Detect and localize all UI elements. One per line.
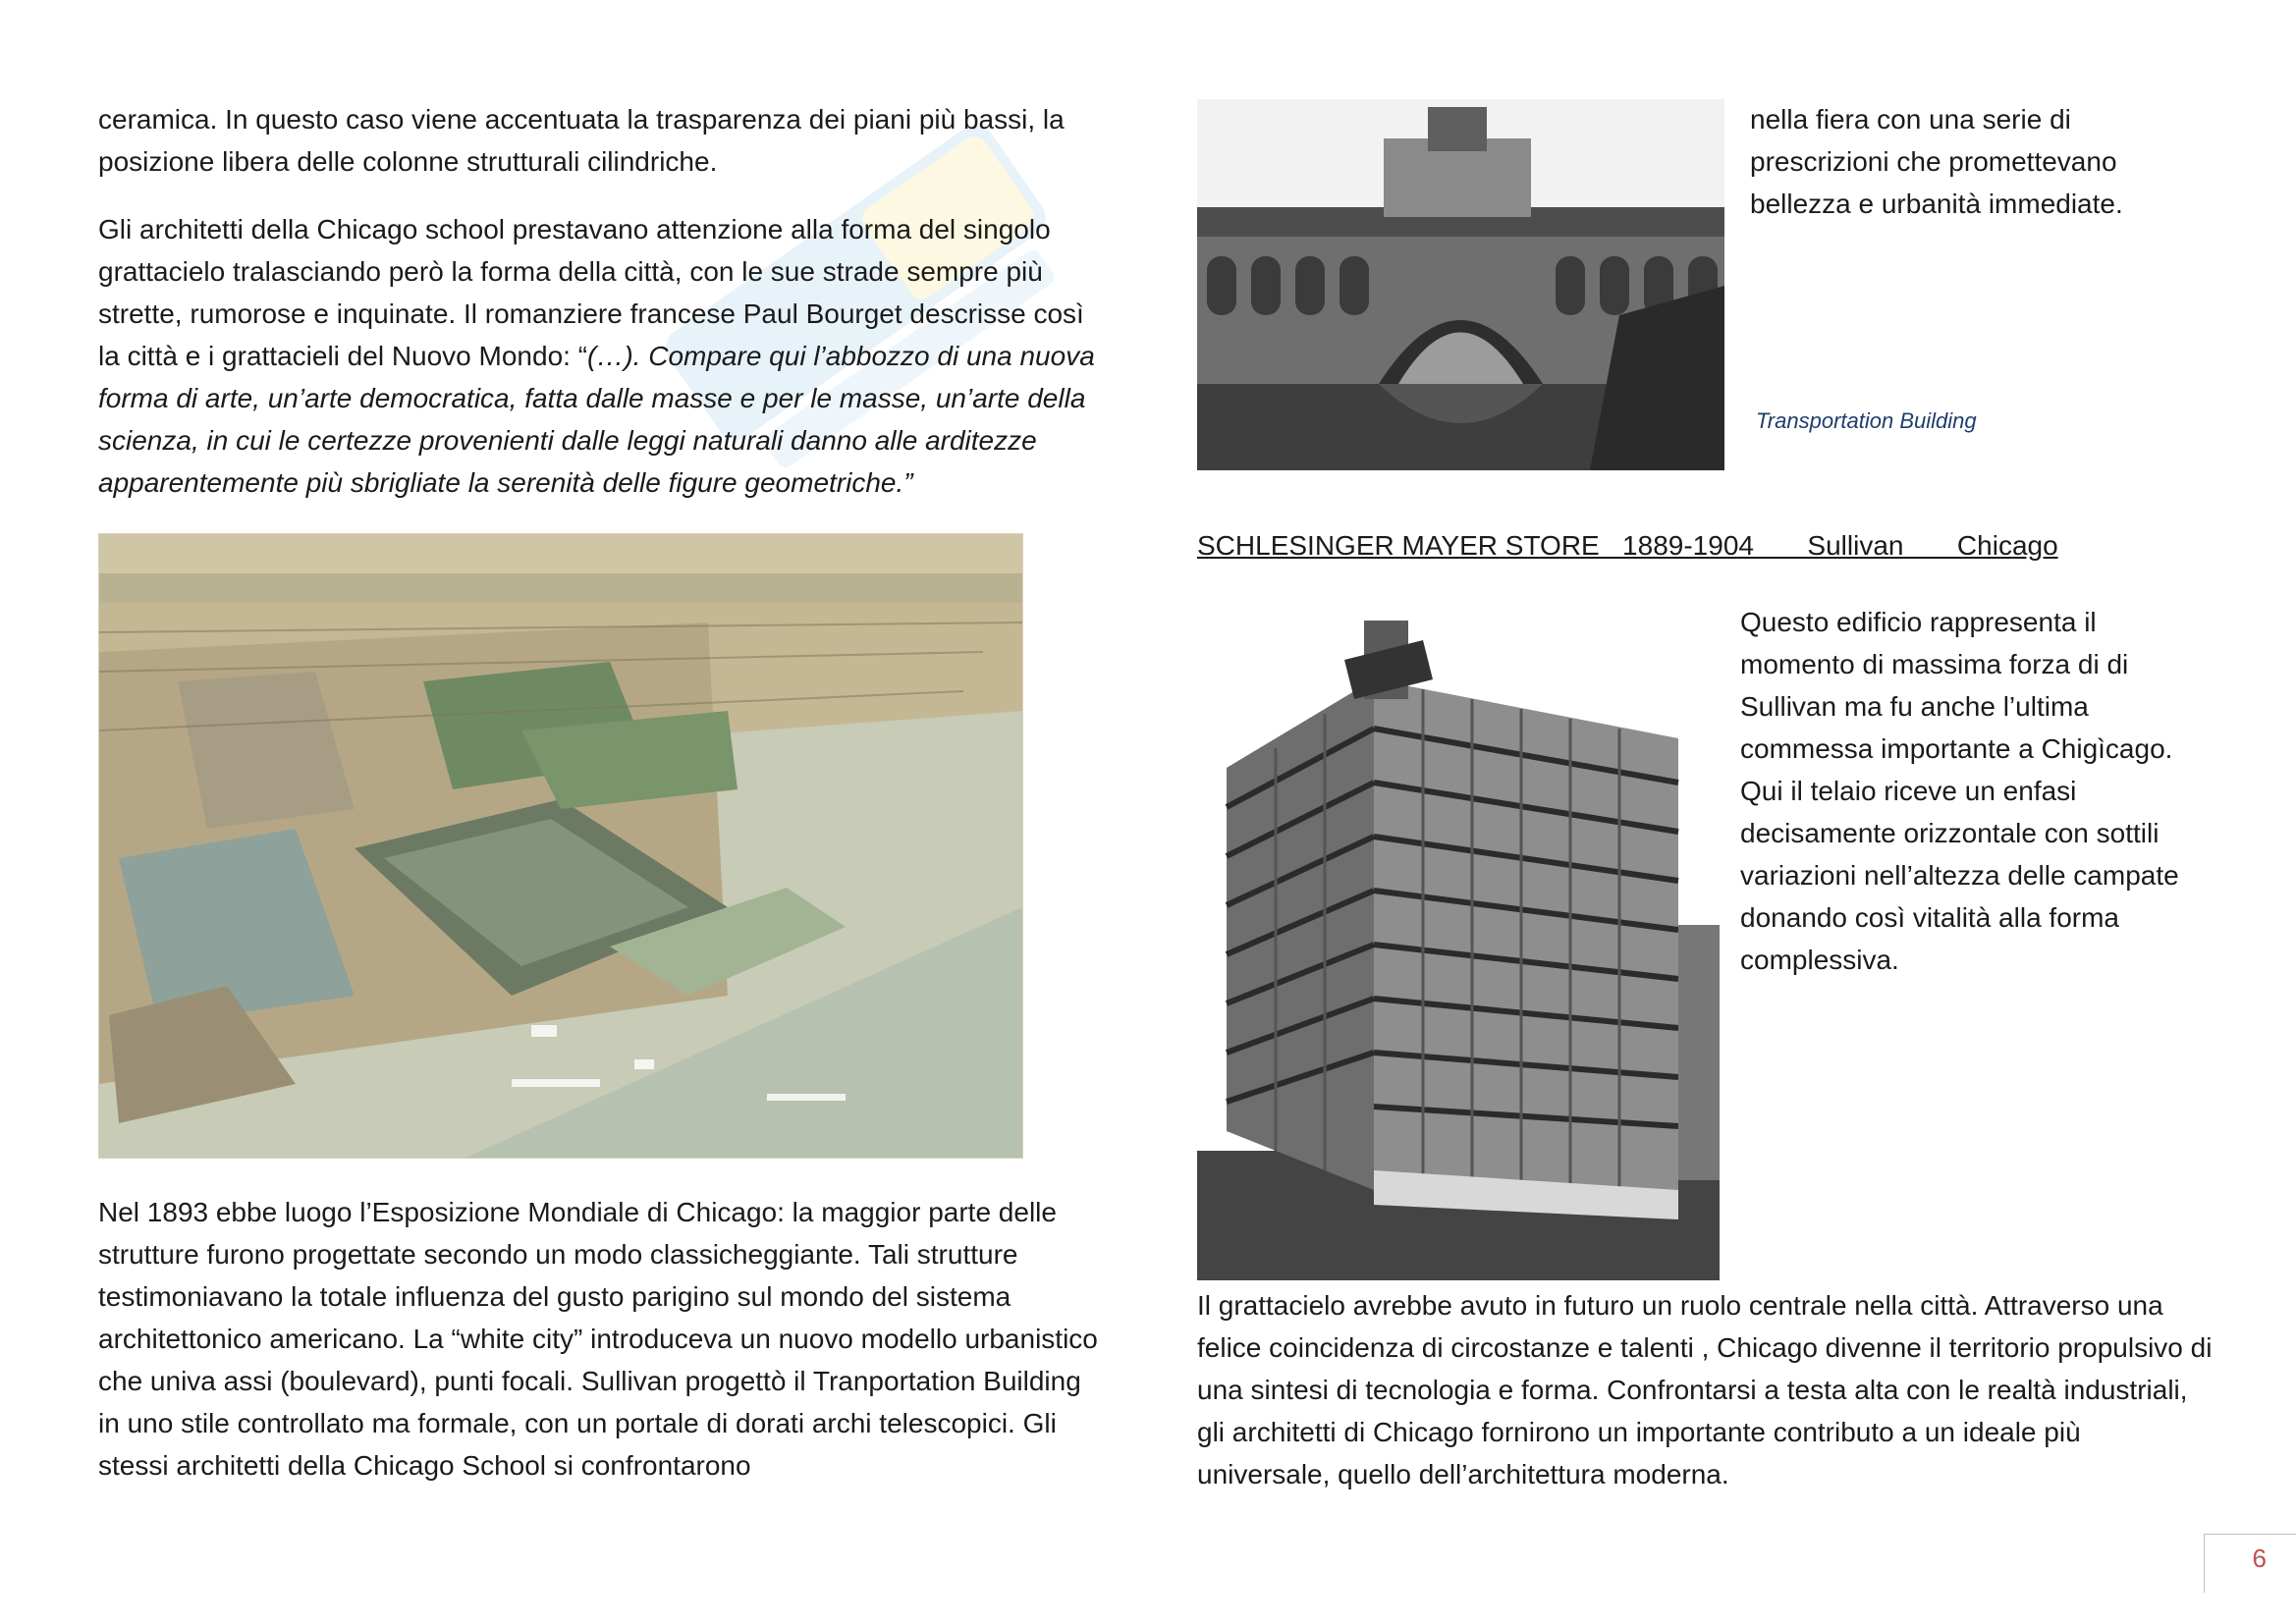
schlesinger-mayer-store-image — [1197, 601, 1720, 1280]
page-number-rule-top — [2204, 1534, 2296, 1535]
paragraph-esposizione: Nel 1893 ebbe luogo l’Esposizione Mondiale di Chicago: la maggior parte delle strutture furono progettate secondo un modo classicheggiante. Tali strutture testimoniavano la totale influenza del gusto parigino sul mondo del sistema architettonico americano. La “white city” introduceva un nuovo modello urbanistico che univa assi (boulevard), punti focali. Sullivan progettò il Tranportation Building in uno stile controllato ma formale, con un portale di dorati archi telescopici. Gli stessi architetti della Chicago School si confrontarono — [98, 1197, 1098, 1481]
paragraph-grattacielo: Il grattacielo avrebbe avuto in futuro un ruolo centrale nella città. Attraverso una felice coincidenza di circostanze e talenti , Chicago divenne il territorio propulsivo di una sintesi di tecnologia e forma. Confrontarsi a testa alta con le realtà industriali, gli architetti di Chicago fornirono un importante contributo a un ideale più universale, quello dell’architettura moderna. — [1197, 1290, 2213, 1489]
exposition-aerial-image — [98, 533, 1023, 1159]
caption-transportation-building: Transportation Building — [1756, 408, 1977, 433]
page-number-rule — [2204, 1534, 2205, 1593]
transportation-building-image — [1197, 99, 1724, 470]
paragraph-chicago-school — [98, 208, 1110, 504]
bourget-quote: (…). Compare qui l’abbozzo di una nuova forma di arte, un’arte democratica, fatta dalle masse e per le masse, un’arte della scienza, in cui le certezze provenienti dalle leggi naturali danno alle arditezze apparentemente più sbrigliate la serenità delle figure geometriche.” — [98, 341, 1095, 498]
paragraph-fiera: nella fiera con una serie di prescrizioni che promettevano bellezza e urbanità immediate. — [1750, 104, 2123, 219]
page-number: 6 — [2252, 1543, 2267, 1573]
paragraph-chicago-school-text: Gli architetti della Chicago school prestavano attenzione alla forma del singolo grattacielo tralasciando però la forma della città, con le sue strade sempre più strette, rumorose e inquinate. Il romanziere francese Paul Bourget descrisse così la città e i grattacieli del Nuovo Mondo: “ — [98, 214, 1084, 371]
paragraph-ceramica: ceramica. In questo caso viene accentuata la trasparenza dei piani più bassi, la posizione libera delle colonne strutturali cilindriche. — [98, 104, 1065, 177]
paragraph-schlesinger: Questo edificio rappresenta il momento di massima forza di di Sullivan ma fu anche l’ultima commessa importante a Chigìcago. Qui il telaio riceve un enfasi decisamente orizzontale con sottili variazioni nell’altezza delle campate donando così vitalità alla forma complessiva. — [1740, 607, 2179, 975]
section-heading-schlesinger: SCHLESINGER MAYER STORE 1889-1904 Sullivan Chicago — [1197, 530, 2058, 561]
